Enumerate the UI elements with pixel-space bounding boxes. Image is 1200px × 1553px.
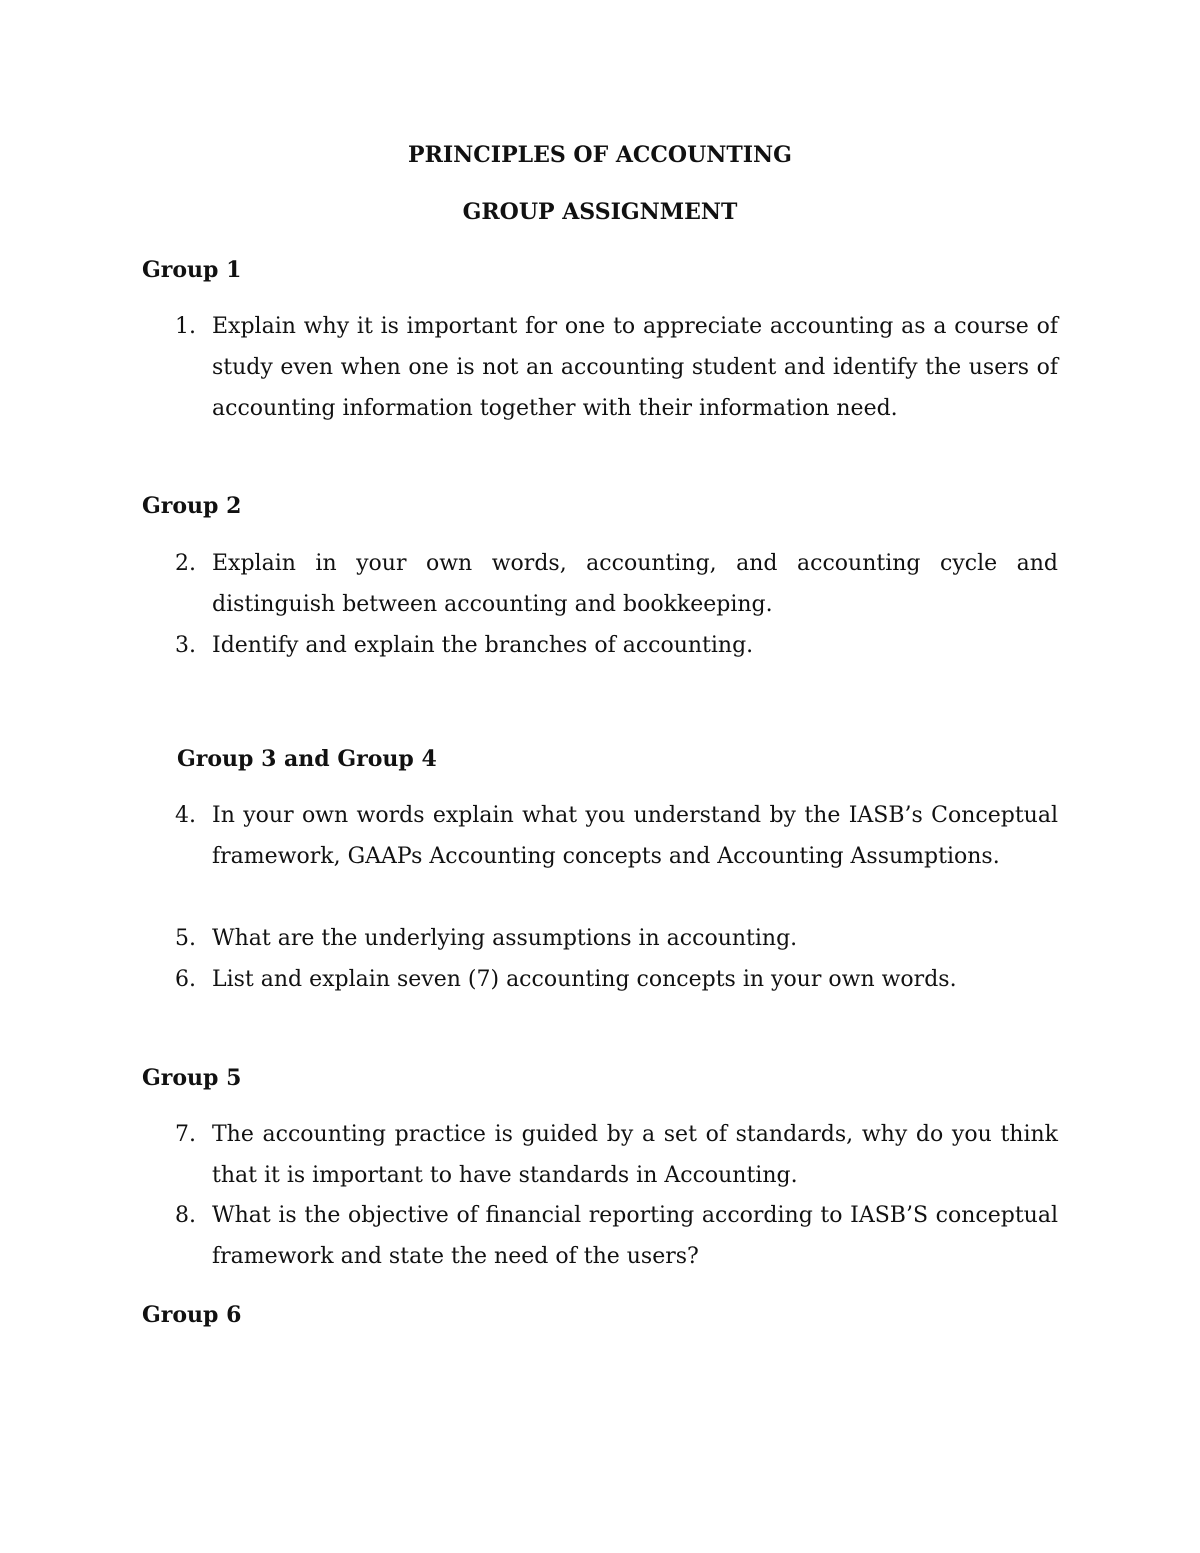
question-number: 4.: [175, 803, 196, 828]
question-number: 6.: [175, 967, 196, 992]
group-3-4-heading: Group 3 and Group 4: [177, 746, 437, 772]
question-number: 8.: [175, 1203, 196, 1228]
question-2: [175, 543, 1058, 625]
group-2-heading: Group 2: [142, 493, 242, 519]
question-text: What is the objective of financial reporting according to IASB’S conceptual framework and state the need of the users?: [212, 1203, 1058, 1269]
question-1: [175, 306, 1058, 429]
group-5-heading: Group 5: [142, 1065, 242, 1091]
question-text: Identify and explain the branches of accounting.: [212, 633, 754, 658]
group-1-heading: Group 1: [142, 257, 242, 283]
question-3: [175, 625, 1058, 666]
question-7: [175, 1114, 1058, 1196]
question-number: 5.: [175, 926, 196, 951]
question-number: 3.: [175, 633, 196, 658]
question-number: 1.: [175, 314, 196, 339]
question-text: Explain in your own words, accounting, and accounting cycle and distinguish between accounting and bookkeeping.: [212, 551, 1058, 617]
question-text: Explain why it is important for one to appreciate accounting as a course of study even when one is not an accounting student and identify the users of accounting information together with their information need.: [212, 314, 1058, 421]
group-6-heading: Group 6: [142, 1302, 242, 1328]
question-text: In your own words explain what you understand by the IASB’s Conceptual framework, GAAPs Accounting concepts and Accounting Assumptions.: [212, 803, 1058, 869]
document-subtitle: GROUP ASSIGNMENT: [462, 199, 738, 225]
question-8: [175, 1195, 1058, 1277]
question-6: [175, 959, 1058, 1000]
question-text: The accounting practice is guided by a set of standards, why do you think that it is important to have standards in Accounting.: [212, 1122, 1058, 1188]
question-text: What are the underlying assumptions in accounting.: [212, 926, 798, 951]
question-number: 2.: [175, 551, 196, 576]
question-4: [175, 795, 1058, 877]
question-text: List and explain seven (7) accounting concepts in your own words.: [212, 967, 957, 992]
document-title: PRINCIPLES OF ACCOUNTING: [408, 142, 792, 168]
question-number: 7.: [175, 1122, 196, 1147]
question-5: [175, 918, 1058, 959]
